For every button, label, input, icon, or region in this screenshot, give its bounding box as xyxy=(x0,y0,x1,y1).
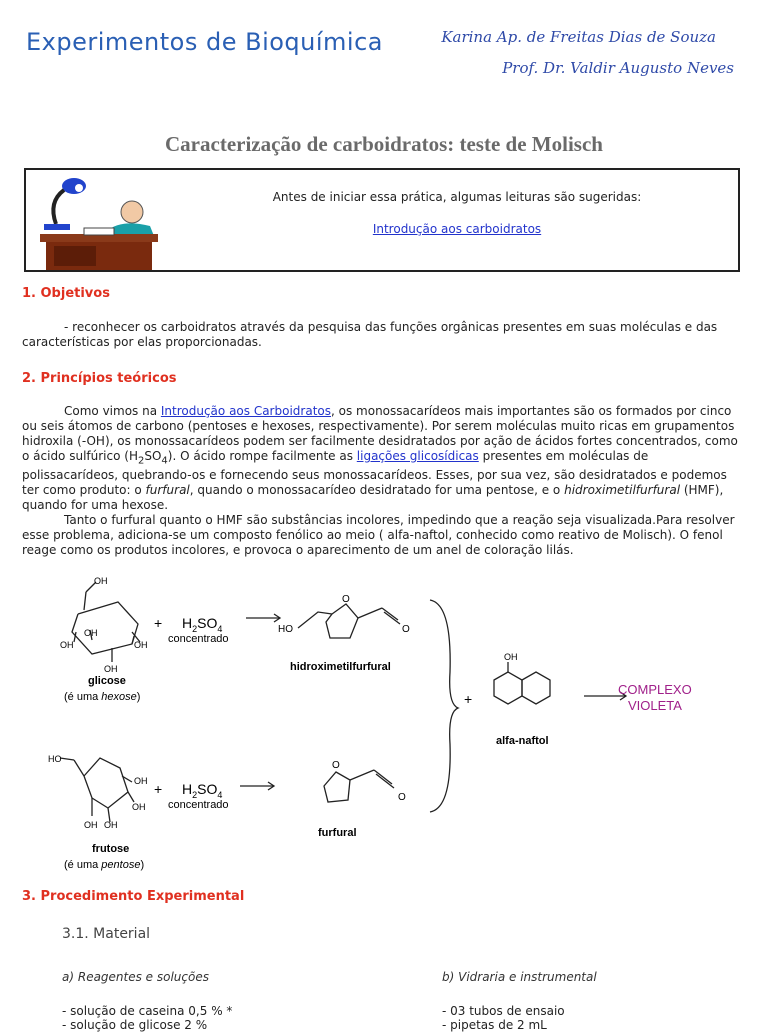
frutose-oh-label-3: OH xyxy=(84,820,98,830)
reagentes-list xyxy=(62,1004,232,1032)
site-title: Experimentos de Bioquímica xyxy=(26,28,383,56)
p2-text: Tanto o furfural quanto o HMF são substâncias incolores, impedindo que a reação seja visualizada.Para resolver esse problema, adiciona-se um composto fenólico ao meio ( alfa-naftol, conhecido como reativo de Molisch). O fenol reage como os produtos incolores, e provoca o aparecimento de um anel de coloração lilás. xyxy=(22,513,735,557)
p1-text-a: Como vimos na xyxy=(64,404,161,418)
p1-hmf: hidroximetilfurfural xyxy=(564,483,681,498)
alfa-naftol-label: alfa-naftol xyxy=(496,735,549,747)
p1-text-b: , os monossacarídeos mais importantes são os formados por cinco ou seis átomos de carbono (pentoses e hexoses, respectivamente). Por serem moléculas muito ricas em grupamentos hidroxila (-OH), os monossacarídeos podem ser facilmente desidratados por ação de ácidos fortes concentrados, como o ácido sulfúrico (H xyxy=(22,404,738,463)
subsection-material: 3.1. Material xyxy=(62,926,151,942)
p1-text-e: presentes em moléculas de polissacarídeos, quebrando-os e fornecendo seus monossacarídeos. Esses, por sua vez, são desidratados e podemos ter como produto: o xyxy=(22,449,727,498)
hmf-label: hidroximetilfurfural xyxy=(290,661,391,673)
reagentes-heading: a) Reagentes e soluções xyxy=(62,970,209,984)
h2so4-formula-1: $H_2SO_4$ xyxy=(182,615,223,634)
intro-link-container xyxy=(176,222,738,236)
section-heading-principios: 2. Princípios teóricos xyxy=(22,371,177,386)
list-item: - solução de caseina 0,5 % * xyxy=(62,1004,233,1018)
furfural-label: furfural xyxy=(318,827,357,839)
complexo-label: COMPLEXO xyxy=(618,682,692,697)
plus-sign-1: + xyxy=(154,615,163,631)
carboidratos-intro-link[interactable]: Introdução aos carboidratos xyxy=(372,222,542,236)
section-heading-procedimento: 3. Procedimento Experimental xyxy=(22,889,245,904)
molisch-reaction-diagram xyxy=(0,562,768,878)
list-item: - pipetas de 2 mL xyxy=(442,1018,547,1032)
naftol-oh-label: OH xyxy=(504,652,518,662)
p1-furfural: furfural xyxy=(145,483,190,498)
objetivos-text xyxy=(22,320,738,350)
author-1: Karina Ap. de Freitas Dias de Souza xyxy=(441,28,716,46)
principios-paragraph-1 xyxy=(22,404,738,513)
principios-paragraph-2 xyxy=(22,513,738,558)
hmf-ho-label: HO xyxy=(278,624,293,635)
glicose-oh-label: OH xyxy=(94,576,108,586)
ligacoes-glicosidicas-link[interactable]: ligações glicosídicas xyxy=(356,449,479,463)
glicose-label: glicose xyxy=(88,675,126,687)
student-studying-icon xyxy=(34,172,164,272)
vidraria-heading: b) Vidraria e instrumental xyxy=(442,970,597,984)
plus-sign-2: + xyxy=(154,781,163,797)
furfural-o-label: O xyxy=(332,760,340,771)
section-heading-objetivos: 1. Objetivos xyxy=(22,286,110,301)
authors xyxy=(441,22,734,84)
page-title: Caracterização de carboidratos: teste de Molisch xyxy=(165,132,603,156)
frutose-oh-label: OH xyxy=(134,776,148,786)
furfural-o-label-2: O xyxy=(398,792,406,803)
p1-sub-2: 2 xyxy=(137,455,145,467)
author-2: Prof. Dr. Valdir Augusto Neves xyxy=(502,59,734,77)
frutose-oh-label-2: OH xyxy=(132,802,146,812)
intro-carboidratos-link[interactable]: Introdução aos Carboidratos xyxy=(160,404,331,418)
intro-text: Antes de iniciar essa prática, algumas leituras são sugeridas: xyxy=(272,190,642,204)
intro-box xyxy=(24,168,740,272)
concentrado-label-2: concentrado xyxy=(168,799,229,811)
p1-text-g: (HMF), quando for uma hexose. xyxy=(22,483,724,513)
p1-sub-4: 4 xyxy=(161,455,168,467)
objetivos-text-content: - reconhecer os carboidratos através da pesquisa das funções orgânicas presentes em suas moléculas e das características por elas proporcionadas. xyxy=(22,320,718,349)
plus-sign-3: + xyxy=(464,691,473,707)
frutose-note: (é uma pentose) xyxy=(64,859,145,871)
frutose-ho-label: HO xyxy=(48,754,62,764)
h2so4-formula-2: $H_2SO_4$ xyxy=(182,781,223,800)
frutose-label: frutose xyxy=(92,843,130,855)
glicose-oh-label-5: OH xyxy=(134,640,148,650)
p1-text-c: SO xyxy=(144,449,162,463)
list-item: - 03 tubos de ensaio xyxy=(442,1004,565,1018)
hmf-o-label: O xyxy=(342,594,350,605)
list-item: - solução de glicose 2 % xyxy=(62,1018,208,1032)
vidraria-list xyxy=(442,1004,565,1032)
glicose-note: (é uma hexose) xyxy=(64,691,141,703)
glicose-oh-label-3: OH xyxy=(84,628,98,638)
frutose-oh-label-4: OH xyxy=(104,820,118,830)
glicose-oh-label-4: OH xyxy=(104,664,118,674)
violeta-label: VIOLETA xyxy=(628,698,682,713)
glicose-oh-label-2: OH xyxy=(60,640,74,650)
p1-text-d: ). O ácido rompe facilmente as xyxy=(167,449,357,463)
concentrado-label-1: concentrado xyxy=(168,633,229,645)
p1-text-f: , quando o monossacarídeo desidratado for uma pentose, e o xyxy=(189,483,565,498)
hmf-o-label-2: O xyxy=(402,624,410,635)
